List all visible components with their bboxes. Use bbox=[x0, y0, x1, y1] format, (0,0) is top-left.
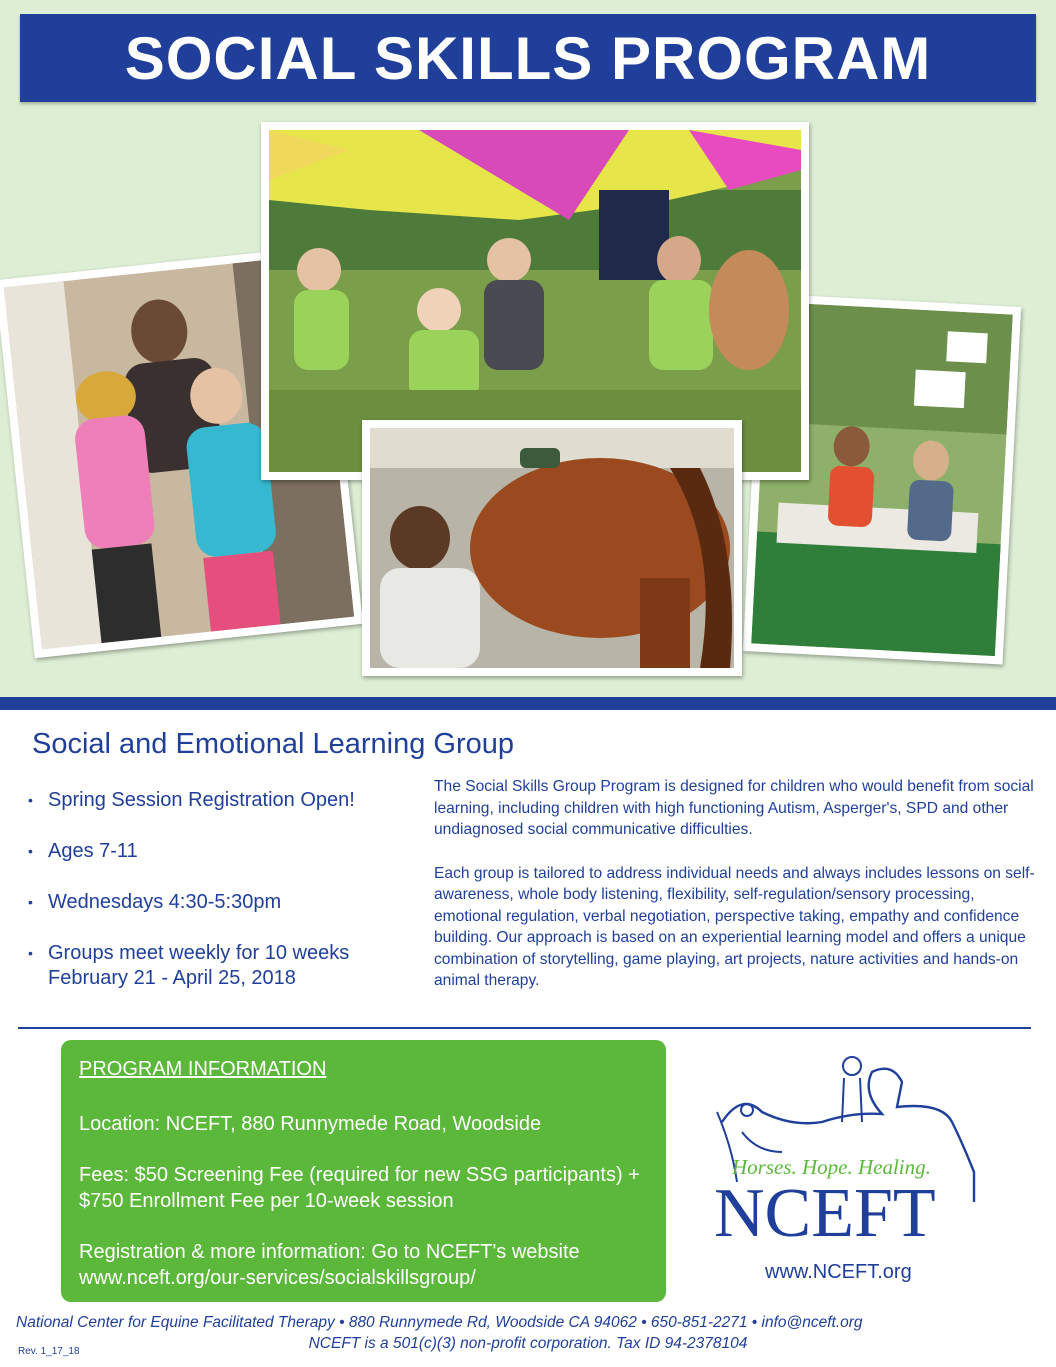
bullet-item bbox=[26, 890, 426, 915]
photo-horse-image bbox=[370, 428, 734, 668]
program-fees: Fees: $50 Screening Fee (required for new SSG participants) + $750 Enrollment Fee per 10-week session bbox=[79, 1164, 640, 1212]
nceft-logo bbox=[712, 1052, 992, 1278]
logo-wordmark: NCEFT bbox=[714, 1175, 936, 1252]
description-paragraph: Each group is tailored to address individual needs and always includes lessons on self-awareness, whole body listening, flexibility, self-regulation/sensory processing, emotional regulation, verbal negotiation, perspective taking, empathy and confidence building. Our approach is based on an experiential learning model and offers a unique combination of storytelling, game playing, art projects, nature activities and hands-on animal therapy. bbox=[434, 864, 1035, 989]
section-rule bbox=[18, 1027, 1031, 1029]
bullet-dot: • bbox=[28, 843, 33, 859]
divider-band bbox=[0, 697, 1056, 710]
section-heading: Social and Emotional Learning Group bbox=[32, 728, 515, 760]
page-title: SOCIAL SKILLS PROGRAM bbox=[124, 24, 932, 92]
horse-logo-icon bbox=[712, 1052, 992, 1278]
logo-tagline: Horses. Hope. Healing. bbox=[732, 1155, 931, 1179]
bullet-dot: • bbox=[28, 792, 33, 808]
bullet-item bbox=[26, 839, 426, 864]
footer-contact: National Center for Equine Facilitated Therapy • 880 Runnymede Rd, Woodside CA 94062 • 650-851-2271 • info@nceft.org bbox=[16, 1314, 863, 1331]
photo-boy-brushing-horse bbox=[362, 420, 742, 676]
bullet-item bbox=[26, 788, 426, 813]
bullet-text: Ages 7-11 bbox=[48, 840, 138, 862]
program-info-title: PROGRAM INFORMATION bbox=[79, 1058, 327, 1080]
logo-url[interactable]: www.NCEFT.org bbox=[765, 1261, 912, 1283]
bullet-subtext: February 21 - April 25, 2018 bbox=[48, 967, 296, 989]
revision-note: Rev. 1_17_18 bbox=[18, 1346, 80, 1357]
program-bullets bbox=[26, 788, 426, 1017]
program-info-box bbox=[61, 1040, 666, 1302]
program-location: Location: NCEFT, 880 Runnymede Road, Woodside bbox=[79, 1113, 542, 1135]
description-paragraph: The Social Skills Group Program is designed for children who would benefit from social learning, including children with high functioning Autism, Asperger's, SPD and other undiagnosed social communicative difficulties. bbox=[434, 778, 1034, 838]
program-registration: Registration & more information: Go to NCEFT's website www.nceft.org/our-services/socialskillsgroup/ bbox=[79, 1241, 580, 1289]
footer-nonprofit: NCEFT is a 501(c)(3) non-profit corporation. Tax ID 94-2378104 bbox=[308, 1335, 748, 1352]
bullet-dot: • bbox=[28, 894, 33, 910]
bullet-item bbox=[26, 941, 426, 991]
bullet-text: Groups meet weekly for 10 weeks bbox=[48, 942, 350, 964]
bullet-text: Spring Session Registration Open! bbox=[48, 789, 355, 811]
title-banner bbox=[20, 14, 1036, 102]
program-description bbox=[434, 776, 1038, 1014]
bullet-dot: • bbox=[28, 945, 33, 961]
bullet-text: Wednesdays 4:30-5:30pm bbox=[48, 891, 282, 913]
